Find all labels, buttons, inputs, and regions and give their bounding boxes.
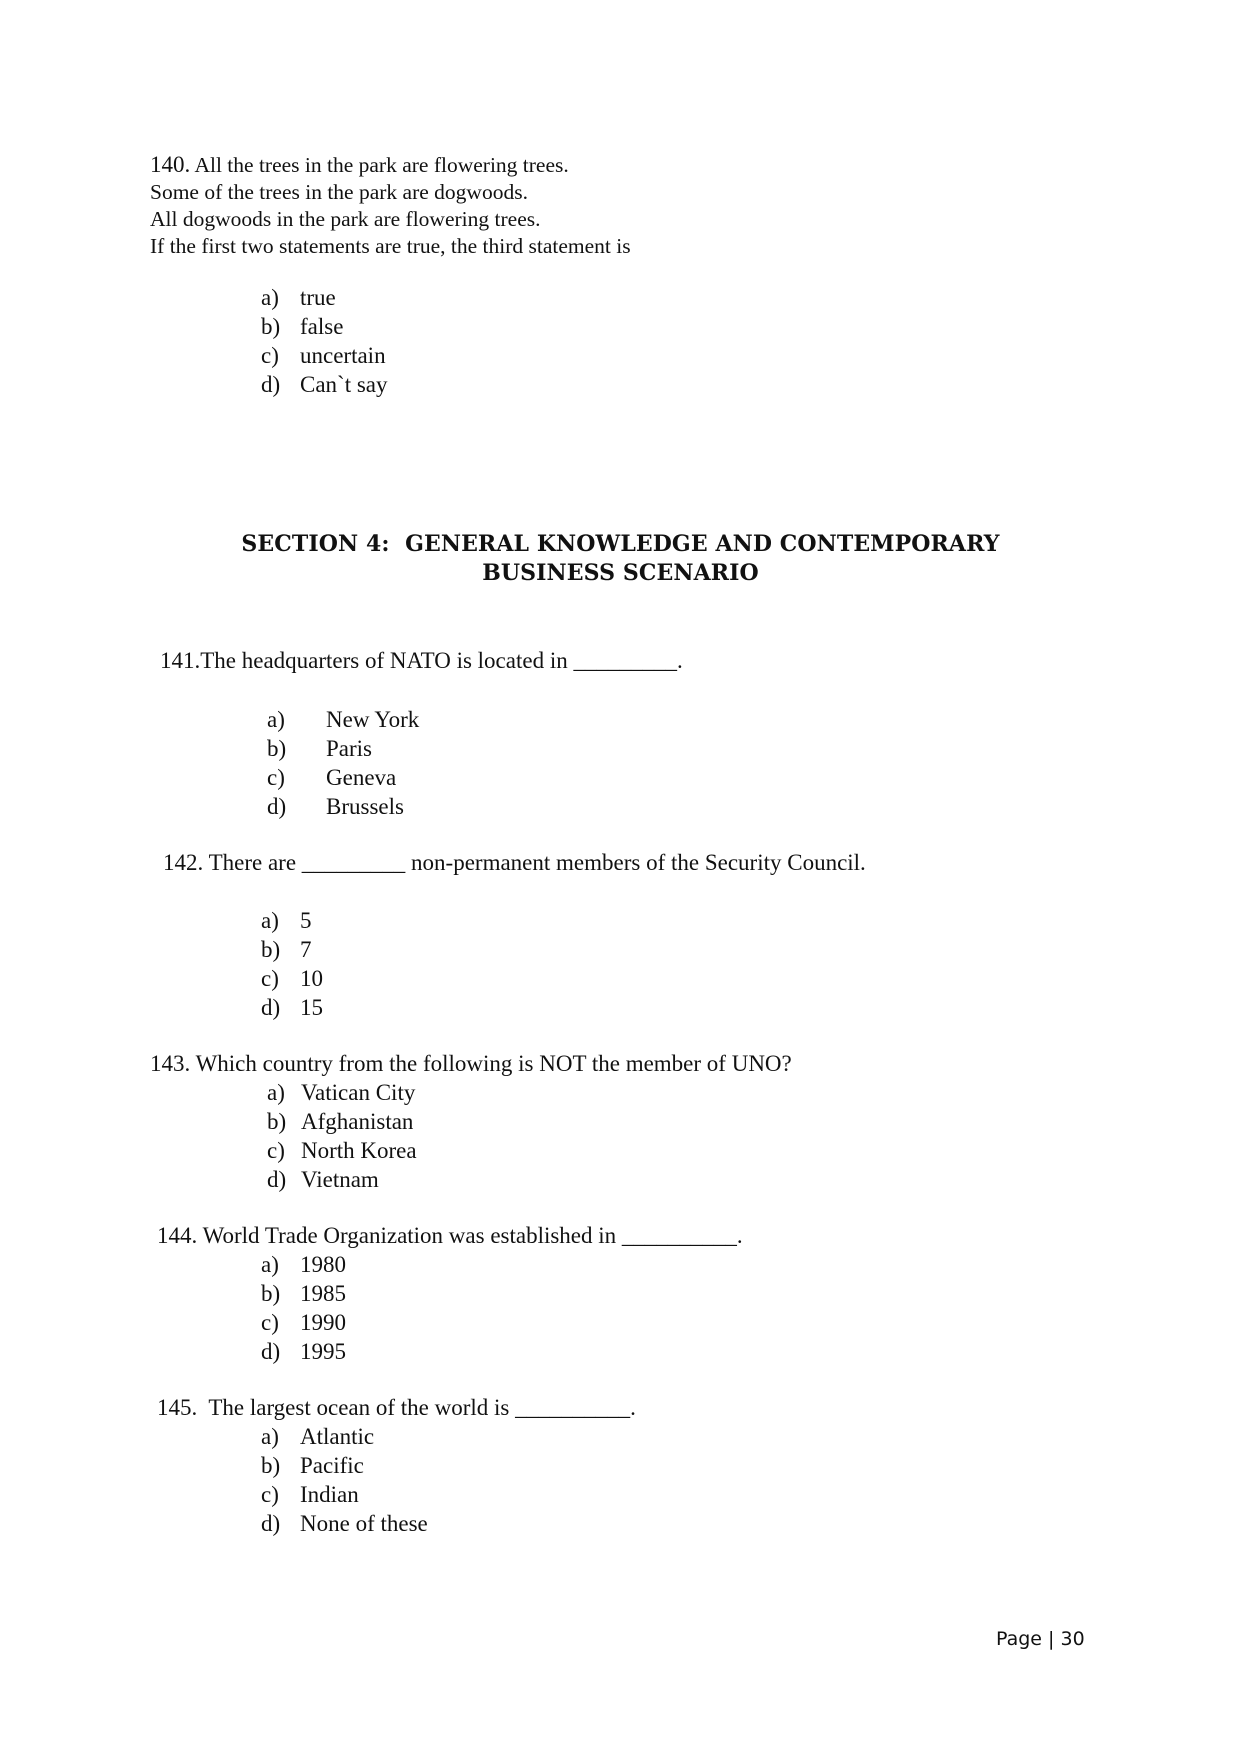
- option: d) Can`t say: [261, 372, 388, 397]
- section-heading-line-1: SECTION 4: GENERAL KNOWLEDGE AND CONTEMPORARY: [241, 531, 1000, 557]
- option: a) Vatican City: [267, 1080, 416, 1105]
- question-141-options: [267, 705, 419, 821]
- option: b) Afghanistan: [267, 1109, 414, 1134]
- option: c) North Korea: [267, 1138, 417, 1163]
- option: a) Atlantic: [261, 1424, 375, 1449]
- question-142-options: [261, 906, 323, 1022]
- question-140-line-2: Some of the trees in the park are dogwoods.: [150, 180, 528, 204]
- question-140-line-3: All dogwoods in the park are flowering trees.: [150, 207, 541, 231]
- option: b) Paris: [267, 736, 372, 761]
- question-140: [150, 151, 631, 260]
- question-141: 141.The headquarters of NATO is located in _________.: [160, 648, 683, 673]
- question-140-line-4: If the first two statements are true, the third statement is: [150, 234, 631, 258]
- section-heading-line-2: BUSINESS SCENARIO: [482, 560, 759, 586]
- question-142: 142. There are _________ non-permanent members of the Security Council.: [163, 850, 866, 875]
- option: c) Indian: [261, 1482, 359, 1507]
- option: b) Pacific: [261, 1453, 364, 1478]
- option: a) 5: [261, 908, 312, 933]
- question-143-options: [267, 1078, 417, 1194]
- option: a) 1980: [261, 1252, 346, 1277]
- option: b) 1985: [261, 1281, 346, 1306]
- page-number: Page | 30: [996, 1628, 1085, 1650]
- option: a) New York: [267, 707, 420, 732]
- option: b) 7: [261, 937, 312, 962]
- option: c) Geneva: [267, 765, 397, 790]
- section-heading: [0, 530, 1241, 588]
- question-140-line-1: 140. All the trees in the park are flowering trees.: [150, 152, 569, 177]
- option: d) Brussels: [267, 794, 404, 819]
- option: b) false: [261, 314, 344, 339]
- option: d) None of these: [261, 1511, 428, 1536]
- question-145: 145. The largest ocean of the world is __________.: [157, 1395, 636, 1420]
- option: d) 1995: [261, 1339, 346, 1364]
- question-143: 143. Which country from the following is NOT the member of UNO?: [150, 1051, 792, 1076]
- question-144: 144. World Trade Organization was established in __________.: [157, 1223, 743, 1248]
- option: d) Vietnam: [267, 1167, 379, 1192]
- question-145-options: [261, 1422, 428, 1538]
- option: d) 15: [261, 995, 323, 1020]
- question-140-options: [261, 283, 388, 399]
- option: a) true: [261, 285, 336, 310]
- option: c) 10: [261, 966, 323, 991]
- option: c) 1990: [261, 1310, 346, 1335]
- option: c) uncertain: [261, 343, 386, 368]
- question-144-options: [261, 1250, 346, 1366]
